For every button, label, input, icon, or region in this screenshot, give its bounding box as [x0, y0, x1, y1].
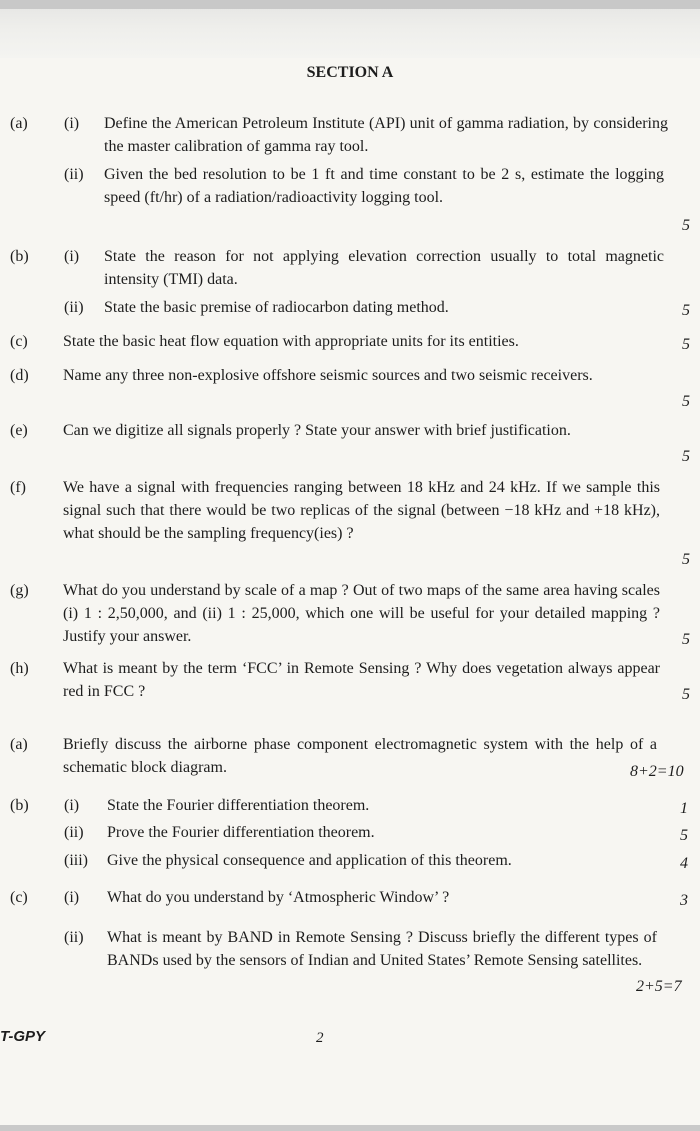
question-label: (g) [10, 582, 29, 599]
question-text: We have a signal with frequencies ranging between 18 kHz and 24 kHz. If we sample this signal such that there would be two replicas of the signal (between −18 kHz and +18 kHz), what should be the sampling frequency(ies) ? [63, 479, 660, 542]
question-text: State the Fourier differentiation theorem. [107, 797, 370, 814]
question-text: What do you understand by ‘Atmospheric Window’ ? [107, 889, 450, 906]
marks: 5 [682, 302, 690, 319]
question-text: State the reason for not applying elevation correction usually to total magnetic intensity (TMI) data. [104, 248, 664, 288]
question-label: (a) [10, 115, 28, 132]
marks: 4 [680, 855, 688, 872]
question-label: (c) [10, 333, 28, 350]
sub-label: (ii) [64, 824, 84, 841]
sub-label: (iii) [64, 852, 88, 869]
marks: 5 [680, 827, 688, 844]
question-text: Briefly discuss the airborne phase component electromagnetic system with the help of a schematic block diagram. [63, 736, 657, 776]
question-label: (a) [10, 736, 28, 753]
question-text: Given the bed resolution to be 1 ft and time constant to be 2 s, estimate the logging speed (ft/hr) of a radiation/radioactivity logging tool. [104, 166, 664, 206]
page-number: 2 [316, 1030, 324, 1046]
marks: 1 [680, 800, 688, 817]
sub-label: (ii) [64, 166, 84, 183]
paper-code: T-GPY [0, 1028, 46, 1045]
sub-label: (i) [64, 248, 80, 265]
question-label: (c) [10, 889, 28, 906]
question-text: State the basic premise of radiocarbon dating method. [104, 299, 449, 316]
sub-label: (ii) [64, 929, 84, 946]
question-text: Give the physical consequence and application of this theorem. [107, 852, 512, 869]
scan-bottom-band [0, 1125, 700, 1131]
question-label: (b) [10, 797, 29, 814]
sub-label: (i) [64, 797, 80, 814]
question-label: (d) [10, 367, 29, 384]
question-label: (b) [10, 248, 29, 265]
marks: 5 [682, 551, 690, 568]
marks: 8+2=10 [630, 763, 684, 780]
question-text: What is meant by BAND in Remote Sensing ? Discuss briefly the different types of BANDs used by the sensors of Indian and United States’ Remote Sensing satellites. [107, 929, 657, 969]
sub-label: (i) [64, 889, 80, 906]
question-text: What is meant by the term ‘FCC’ in Remote Sensing ? Why does vegetation always appear red in FCC ? [63, 660, 660, 700]
marks: 5 [682, 631, 690, 648]
question-label: (f) [10, 479, 26, 496]
question-text: State the basic heat flow equation with appropriate units for its entities. [63, 333, 519, 350]
question-text: What do you understand by scale of a map ? Out of two maps of the same area having scales (i) 1 : 2,50,000, and (ii) 1 : 25,000, which one will be useful for your detailed mapping ? Justify your answer. [63, 582, 660, 645]
marks: 5 [682, 217, 690, 234]
question-label: (h) [10, 660, 29, 677]
sub-label: (ii) [64, 299, 84, 316]
question-text: Prove the Fourier differentiation theorem. [107, 824, 375, 841]
marks: 5 [682, 393, 690, 410]
sub-label: (i) [64, 115, 80, 132]
question-text: Can we digitize all signals properly ? State your answer with brief justification. [63, 422, 571, 439]
question-label: (e) [10, 422, 28, 439]
marks: 3 [680, 892, 688, 909]
question-text: Define the American Petroleum Institute (API) unit of gamma radiation, by considering the master calibration of gamma ray tool. [104, 115, 668, 155]
section-title: SECTION A [306, 64, 394, 81]
marks: 5 [682, 336, 690, 353]
question-text: Name any three non-explosive offshore seismic sources and two seismic receivers. [63, 367, 593, 384]
marks: 2+5=7 [636, 978, 682, 995]
marks: 5 [682, 448, 690, 465]
marks: 5 [682, 686, 690, 703]
